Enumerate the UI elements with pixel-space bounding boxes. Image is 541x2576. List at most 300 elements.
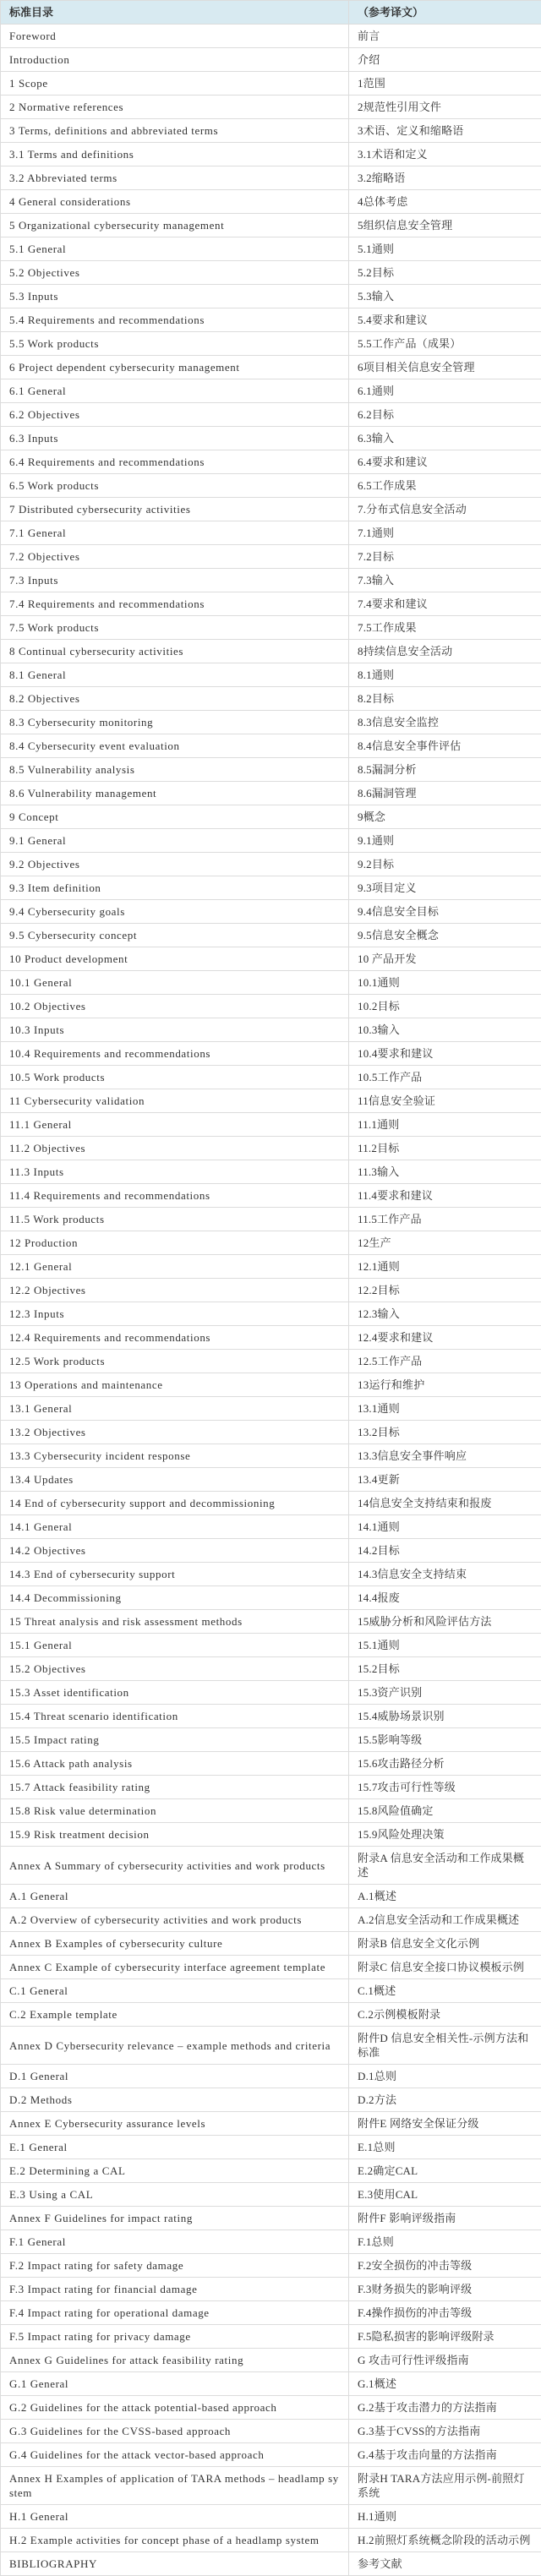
toc-entry-zh: 6.4要求和建议 [349, 450, 541, 474]
toc-entry-en: G.3 Guidelines for the CVSS-based approach [1, 2420, 349, 2443]
table-row [1, 2420, 541, 2443]
toc-entry-en: F.3 Impact rating for financial damage [1, 2278, 349, 2301]
toc-entry-en: 8.5 Vulnerability analysis [1, 758, 349, 782]
toc-entry-zh: 12.1通则 [349, 1255, 541, 1279]
table-row [1, 261, 541, 285]
column-header-reference-translation: （参考译文） [349, 1, 541, 25]
toc-entry-zh: G.3基于CVSS的方法指南 [349, 2420, 541, 2443]
toc-entry-zh: 11.2目标 [349, 1137, 541, 1160]
toc-entry-zh: 12.3输入 [349, 1302, 541, 1326]
toc-entry-en: 14.2 Objectives [1, 1539, 349, 1563]
table-row [1, 308, 541, 332]
toc-entry-en: Annex G Guidelines for attack feasibility rating [1, 2349, 349, 2372]
toc-entry-zh: 附录B 信息安全文化示例 [349, 1932, 541, 1956]
toc-entry-en: 13.2 Objectives [1, 1421, 349, 1444]
toc-entry-en: E.3 Using a CAL [1, 2183, 349, 2207]
toc-entry-en: BIBLIOGRAPHY [1, 2552, 349, 2576]
toc-entry-zh: 14.4报废 [349, 1586, 541, 1610]
toc-entry-en: 10.1 General [1, 971, 349, 995]
toc-entry-zh: C.1概述 [349, 1979, 541, 2003]
toc-entry-zh: 11.1通则 [349, 1113, 541, 1137]
table-row [1, 2183, 541, 2207]
table-row [1, 1657, 541, 1681]
toc-entry-zh: 参考文献 [349, 2552, 541, 2576]
toc-entry-zh: 5.3输入 [349, 285, 541, 308]
table-row [1, 2136, 541, 2159]
toc-entry-en: 8.6 Vulnerability management [1, 782, 349, 805]
toc-entry-zh: 13.4更新 [349, 1468, 541, 1492]
toc-entry-zh: 13.3信息安全事件响应 [349, 1444, 541, 1468]
toc-entry-en: 8.2 Objectives [1, 687, 349, 711]
toc-entry-en: 1 Scope [1, 72, 349, 96]
toc-entry-zh: C.2示例模板附录 [349, 2003, 541, 2027]
toc-entry-en: 8.1 General [1, 663, 349, 687]
table-row [1, 1847, 541, 1885]
toc-entry-zh: 3.1术语和定义 [349, 143, 541, 166]
toc-entry-en: F.1 General [1, 2230, 349, 2254]
table-row [1, 2112, 541, 2136]
toc-entry-en: Annex F Guidelines for impact rating [1, 2207, 349, 2230]
toc-entry-en: Annex C Example of cybersecurity interface agreement template [1, 1956, 349, 1979]
table-row [1, 1979, 541, 2003]
column-header-standard-directory: 标准目录 [1, 1, 349, 25]
toc-entry-zh: 12.5工作产品 [349, 1350, 541, 1373]
toc-entry-zh: 15.1通则 [349, 1634, 541, 1657]
toc-entry-en: 12.5 Work products [1, 1350, 349, 1373]
table-row [1, 2254, 541, 2278]
toc-entry-zh: 6.2目标 [349, 403, 541, 427]
toc-entry-zh: H.1通则 [349, 2505, 541, 2529]
toc-entry-zh: 1范围 [349, 72, 541, 96]
table-row [1, 616, 541, 640]
table-row [1, 971, 541, 995]
toc-entry-zh: 8持续信息安全活动 [349, 640, 541, 663]
toc-entry-zh: 附录C 信息安全接口协议模板示例 [349, 1956, 541, 1979]
toc-entry-zh: 介绍 [349, 48, 541, 72]
toc-entry-en: F.2 Impact rating for safety damage [1, 2254, 349, 2278]
table-row [1, 2065, 541, 2088]
table-row [1, 2505, 541, 2529]
table-row [1, 72, 541, 96]
toc-entry-zh: 6.1通则 [349, 379, 541, 403]
table-row [1, 379, 541, 403]
toc-entry-en: 15.2 Objectives [1, 1657, 349, 1681]
toc-entry-en: 6.5 Work products [1, 474, 349, 498]
table-row [1, 1421, 541, 1444]
table-row [1, 782, 541, 805]
toc-entry-en: Introduction [1, 48, 349, 72]
toc-entry-zh: 7.4要求和建议 [349, 592, 541, 616]
toc-entry-en: 3.2 Abbreviated terms [1, 166, 349, 190]
table-row [1, 1255, 541, 1279]
toc-entry-zh: F.5隐私损害的影响评级附录 [349, 2325, 541, 2349]
table-row [1, 1137, 541, 1160]
toc-entry-zh: D.2方法 [349, 2088, 541, 2112]
toc-entry-zh: 12.4要求和建议 [349, 1326, 541, 1350]
toc-entry-zh: 8.2目标 [349, 687, 541, 711]
toc-entry-zh: 9.4信息安全目标 [349, 900, 541, 924]
toc-entry-zh: 5.4要求和建议 [349, 308, 541, 332]
toc-entry-en: 14 End of cybersecurity support and decommissioning [1, 1492, 349, 1515]
toc-entry-en: 6.1 General [1, 379, 349, 403]
toc-entry-zh: 附录H TARA方法应用示例-前照灯系统 [349, 2467, 541, 2505]
toc-entry-zh: F.1总则 [349, 2230, 541, 2254]
toc-entry-en: 6.3 Inputs [1, 427, 349, 450]
toc-entry-zh: F.4操作损伤的冲击等级 [349, 2301, 541, 2325]
toc-entry-zh: 8.1通则 [349, 663, 541, 687]
toc-entry-zh: 6.3输入 [349, 427, 541, 450]
toc-entry-en: 8 Continual cybersecurity activities [1, 640, 349, 663]
table-row [1, 1539, 541, 1563]
table-row [1, 143, 541, 166]
toc-entry-zh: H.2前照灯系统概念阶段的活动示例 [349, 2529, 541, 2552]
toc-entry-zh: F.3财务损失的影响评级 [349, 2278, 541, 2301]
toc-entry-zh: 14信息安全支持结束和报废 [349, 1492, 541, 1515]
table-row [1, 1705, 541, 1728]
toc-entry-en: 7.3 Inputs [1, 569, 349, 592]
toc-entry-zh: F.2安全损伤的冲击等级 [349, 2254, 541, 2278]
toc-entry-zh: 8.6漏洞管理 [349, 782, 541, 805]
toc-entry-en: G.2 Guidelines for the attack potential-based approach [1, 2396, 349, 2420]
table-row [1, 1113, 541, 1137]
toc-entry-en: 6 Project dependent cybersecurity management [1, 356, 349, 379]
toc-entry-en: F.5 Impact rating for privacy damage [1, 2325, 349, 2349]
toc-entry-en: 15.7 Attack feasibility rating [1, 1776, 349, 1799]
toc-entry-en: 5.3 Inputs [1, 285, 349, 308]
toc-entry-zh: 15.8风险值确定 [349, 1799, 541, 1823]
toc-entry-zh: 9.1通则 [349, 829, 541, 853]
table-row [1, 521, 541, 545]
toc-entry-zh: 15威胁分析和风险评估方法 [349, 1610, 541, 1634]
toc-entry-en: G.4 Guidelines for the attack vector-based approach [1, 2443, 349, 2467]
table-row [1, 2159, 541, 2183]
table-row [1, 829, 541, 853]
toc-entry-en: Annex B Examples of cybersecurity culture [1, 1932, 349, 1956]
table-row [1, 2443, 541, 2467]
table-row [1, 237, 541, 261]
toc-entry-en: 9 Concept [1, 805, 349, 829]
toc-entry-zh: G 攻击可行性评级指南 [349, 2349, 541, 2372]
table-row [1, 403, 541, 427]
toc-entry-en: 2 Normative references [1, 96, 349, 119]
toc-entry-en: Annex E Cybersecurity assurance levels [1, 2112, 349, 2136]
table-row [1, 1956, 541, 1979]
toc-entry-en: 9.4 Cybersecurity goals [1, 900, 349, 924]
toc-entry-zh: 12.2目标 [349, 1279, 541, 1302]
toc-entry-zh: 5.5工作产品（成果） [349, 332, 541, 356]
toc-entry-zh: 5.1通则 [349, 237, 541, 261]
toc-entry-en: 9.5 Cybersecurity concept [1, 924, 349, 947]
toc-entry-en: 10.5 Work products [1, 1066, 349, 1089]
table-row [1, 995, 541, 1018]
toc-entry-zh: 6项目相关信息安全管理 [349, 356, 541, 379]
table-row [1, 1908, 541, 1932]
toc-entry-en: 15 Threat analysis and risk assessment methods [1, 1610, 349, 1634]
table-row [1, 876, 541, 900]
toc-entry-zh: D.1总则 [349, 2065, 541, 2088]
table-row [1, 900, 541, 924]
toc-entry-en: 9.1 General [1, 829, 349, 853]
toc-entry-en: 3 Terms, definitions and abbreviated terms [1, 119, 349, 143]
table-row [1, 214, 541, 237]
toc-entry-en: 5 Organizational cybersecurity management [1, 214, 349, 237]
toc-entry-zh: 7.3输入 [349, 569, 541, 592]
table-row [1, 474, 541, 498]
toc-entry-zh: 5组织信息安全管理 [349, 214, 541, 237]
table-row [1, 2467, 541, 2505]
table-row [1, 1932, 541, 1956]
table-row [1, 2349, 541, 2372]
toc-entry-en: 10.3 Inputs [1, 1018, 349, 1042]
table-row [1, 1184, 541, 1208]
toc-entry-zh: 10.1通则 [349, 971, 541, 995]
table-row [1, 2552, 541, 2576]
toc-entry-en: 15.1 General [1, 1634, 349, 1657]
table-row [1, 1799, 541, 1823]
toc-entry-en: 5.5 Work products [1, 332, 349, 356]
table-row [1, 1350, 541, 1373]
toc-entry-en: 15.9 Risk treatment decision [1, 1823, 349, 1847]
toc-entry-en: 10.4 Requirements and recommendations [1, 1042, 349, 1066]
toc-entry-zh: 11信息安全验证 [349, 1089, 541, 1113]
toc-entry-en: 12.2 Objectives [1, 1279, 349, 1302]
toc-entry-zh: 11.3输入 [349, 1160, 541, 1184]
toc-entry-zh: E.1总则 [349, 2136, 541, 2159]
toc-entry-en: 15.6 Attack path analysis [1, 1752, 349, 1776]
table-row [1, 2372, 541, 2396]
toc-entry-zh: 14.2目标 [349, 1539, 541, 1563]
table-row [1, 1397, 541, 1421]
toc-entry-zh: E.3使用CAL [349, 2183, 541, 2207]
toc-entry-en: 13.3 Cybersecurity incident response [1, 1444, 349, 1468]
toc-entry-en: 7.5 Work products [1, 616, 349, 640]
toc-entry-zh: 15.3资产识别 [349, 1681, 541, 1705]
table-row [1, 805, 541, 829]
table-row [1, 1885, 541, 1908]
toc-entry-zh: 7.5工作成果 [349, 616, 541, 640]
table-row [1, 924, 541, 947]
table-row [1, 2529, 541, 2552]
toc-entry-en: Annex H Examples of application of TARA methods – headlamp system [1, 2467, 349, 2505]
table-row [1, 711, 541, 734]
toc-entry-zh: 13.2目标 [349, 1421, 541, 1444]
table-row [1, 48, 541, 72]
table-row [1, 569, 541, 592]
toc-entry-en: 7.1 General [1, 521, 349, 545]
toc-entry-en: D.2 Methods [1, 2088, 349, 2112]
table-row [1, 2207, 541, 2230]
toc-entry-en: H.1 General [1, 2505, 349, 2529]
toc-entry-en: 5.4 Requirements and recommendations [1, 308, 349, 332]
toc-entry-en: 5.1 General [1, 237, 349, 261]
table-row [1, 1776, 541, 1799]
toc-entry-en: 15.8 Risk value determination [1, 1799, 349, 1823]
toc-entry-zh: 9.3项目定义 [349, 876, 541, 900]
toc-entry-en: 6.4 Requirements and recommendations [1, 450, 349, 474]
toc-entry-zh: 15.6攻击路径分析 [349, 1752, 541, 1776]
toc-entry-en: 7 Distributed cybersecurity activities [1, 498, 349, 521]
table-row [1, 640, 541, 663]
toc-entry-zh: 15.9风险处理决策 [349, 1823, 541, 1847]
toc-entry-zh: G.1概述 [349, 2372, 541, 2396]
table-row [1, 1492, 541, 1515]
toc-entry-zh: 7.分布式信息安全活动 [349, 498, 541, 521]
table-row [1, 734, 541, 758]
table-row [1, 1515, 541, 1539]
toc-entry-en: 7.2 Objectives [1, 545, 349, 569]
table-row [1, 1066, 541, 1089]
toc-entry-en: 13 Operations and maintenance [1, 1373, 349, 1397]
table-row [1, 450, 541, 474]
toc-entry-en: 10 Product development [1, 947, 349, 971]
toc-entry-en: G.1 General [1, 2372, 349, 2396]
table-row [1, 332, 541, 356]
table-row [1, 190, 541, 214]
toc-entry-en: 12 Production [1, 1231, 349, 1255]
table-row [1, 166, 541, 190]
table-row [1, 2396, 541, 2420]
toc-entry-zh: 11.5工作产品 [349, 1208, 541, 1231]
table-row [1, 1208, 541, 1231]
table-row [1, 592, 541, 616]
toc-entry-en: 11.1 General [1, 1113, 349, 1137]
toc-entry-zh: 3术语、定义和缩略语 [349, 119, 541, 143]
table-row [1, 498, 541, 521]
toc-entry-en: 15.5 Impact rating [1, 1728, 349, 1752]
toc-entry-zh: 10.4要求和建议 [349, 1042, 541, 1066]
toc-body [1, 25, 541, 2576]
toc-entry-zh: 14.1通则 [349, 1515, 541, 1539]
toc-entry-zh: 附件D 信息安全相关性-示例方法和标准 [349, 2027, 541, 2065]
table-row [1, 2027, 541, 2065]
toc-entry-zh: 10.3输入 [349, 1018, 541, 1042]
toc-entry-zh: 11.4要求和建议 [349, 1184, 541, 1208]
toc-entry-zh: A.2信息安全活动和工作成果概述 [349, 1908, 541, 1932]
table-row [1, 285, 541, 308]
table-row [1, 2088, 541, 2112]
toc-entry-en: 12.3 Inputs [1, 1302, 349, 1326]
toc-entry-zh: 10.2目标 [349, 995, 541, 1018]
toc-entry-en: A.2 Overview of cybersecurity activities and work products [1, 1908, 349, 1932]
toc-entry-zh: G.2基于攻击潜力的方法指南 [349, 2396, 541, 2420]
toc-entry-zh: 9.2目标 [349, 853, 541, 876]
toc-entry-en: E.1 General [1, 2136, 349, 2159]
table-row [1, 1610, 541, 1634]
toc-entry-zh: 9概念 [349, 805, 541, 829]
toc-entry-zh: 5.2目标 [349, 261, 541, 285]
table-row [1, 1326, 541, 1350]
toc-entry-en: 14.1 General [1, 1515, 349, 1539]
toc-entry-zh: 8.4信息安全事件评估 [349, 734, 541, 758]
toc-entry-zh: 12生产 [349, 1231, 541, 1255]
toc-entry-en: 5.2 Objectives [1, 261, 349, 285]
toc-entry-zh: 7.1通则 [349, 521, 541, 545]
table-row [1, 1279, 541, 1302]
table-row [1, 1089, 541, 1113]
toc-entry-zh: 2规范性引用文件 [349, 96, 541, 119]
table-row [1, 1563, 541, 1586]
toc-entry-en: 11.3 Inputs [1, 1160, 349, 1184]
table-row [1, 853, 541, 876]
table-row [1, 947, 541, 971]
toc-entry-zh: E.2确定CAL [349, 2159, 541, 2183]
table-row [1, 25, 541, 48]
toc-entry-zh: 4总体考虑 [349, 190, 541, 214]
table-row [1, 1468, 541, 1492]
toc-entry-en: Annex D Cybersecurity relevance – example methods and criteria [1, 2027, 349, 2065]
table-row [1, 96, 541, 119]
toc-entry-zh: 15.4威胁场景识别 [349, 1705, 541, 1728]
toc-entry-en: 14.4 Decommissioning [1, 1586, 349, 1610]
table-row [1, 1634, 541, 1657]
toc-entry-zh: 8.3信息安全监控 [349, 711, 541, 734]
table-row [1, 1160, 541, 1184]
toc-entry-en: A.1 General [1, 1885, 349, 1908]
table-row [1, 2325, 541, 2349]
toc-entry-en: 8.4 Cybersecurity event evaluation [1, 734, 349, 758]
toc-entry-zh: 7.2目标 [349, 545, 541, 569]
table-row [1, 1018, 541, 1042]
toc-entry-en: Annex A Summary of cybersecurity activities and work products [1, 1847, 349, 1885]
table-row [1, 687, 541, 711]
toc-entry-en: 9.2 Objectives [1, 853, 349, 876]
toc-entry-zh: G.4基于攻击向量的方法指南 [349, 2443, 541, 2467]
toc-entry-en: 4 General considerations [1, 190, 349, 214]
toc-entry-en: 11 Cybersecurity validation [1, 1089, 349, 1113]
table-row [1, 1231, 541, 1255]
toc-entry-en: 15.3 Asset identification [1, 1681, 349, 1705]
table-header-row [1, 1, 541, 25]
toc-entry-zh: 8.5漏洞分析 [349, 758, 541, 782]
toc-entry-zh: 13.1通则 [349, 1397, 541, 1421]
toc-entry-en: Foreword [1, 25, 349, 48]
table-row [1, 356, 541, 379]
table-row [1, 2301, 541, 2325]
table-row [1, 663, 541, 687]
toc-entry-zh: 15.7攻击可行性等级 [349, 1776, 541, 1799]
toc-entry-zh: A.1概述 [349, 1885, 541, 1908]
table-row [1, 1302, 541, 1326]
toc-entry-en: 6.2 Objectives [1, 403, 349, 427]
toc-entry-en: 11.2 Objectives [1, 1137, 349, 1160]
table-row [1, 1823, 541, 1847]
toc-entry-en: D.1 General [1, 2065, 349, 2088]
table-row [1, 1752, 541, 1776]
toc-entry-en: 15.4 Threat scenario identification [1, 1705, 349, 1728]
toc-entry-en: 13.1 General [1, 1397, 349, 1421]
table-row [1, 2230, 541, 2254]
table-row [1, 1728, 541, 1752]
toc-entry-en: 14.3 End of cybersecurity support [1, 1563, 349, 1586]
table-row [1, 2278, 541, 2301]
table-row [1, 1586, 541, 1610]
toc-entry-zh: 6.5工作成果 [349, 474, 541, 498]
toc-entry-zh: 10 产品开发 [349, 947, 541, 971]
toc-entry-en: 3.1 Terms and definitions [1, 143, 349, 166]
toc-entry-zh: 3.2缩略语 [349, 166, 541, 190]
table-row [1, 427, 541, 450]
table-row [1, 758, 541, 782]
toc-entry-en: 11.5 Work products [1, 1208, 349, 1231]
table-row [1, 545, 541, 569]
toc-entry-zh: 13运行和维护 [349, 1373, 541, 1397]
toc-entry-zh: 15.2目标 [349, 1657, 541, 1681]
toc-entry-zh: 10.5工作产品 [349, 1066, 541, 1089]
toc-entry-en: 12.1 General [1, 1255, 349, 1279]
toc-entry-zh: 9.5信息安全概念 [349, 924, 541, 947]
toc-entry-en: F.4 Impact rating for operational damage [1, 2301, 349, 2325]
table-row [1, 1042, 541, 1066]
